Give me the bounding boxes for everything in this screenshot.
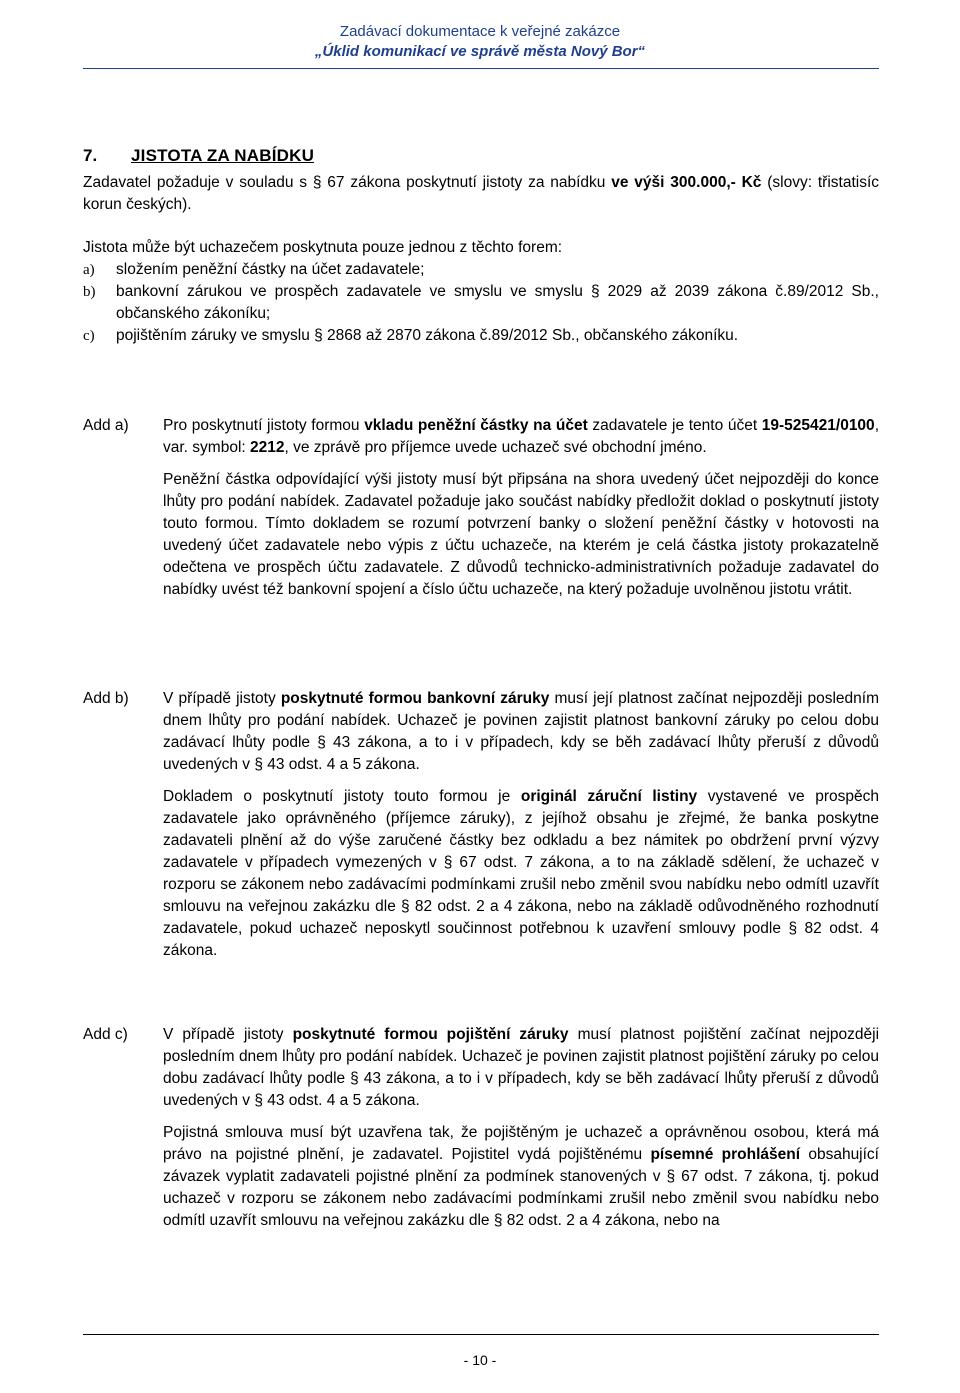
add-b-bold: originál záruční listiny bbox=[520, 788, 698, 805]
add-c-paragraph-2 bbox=[163, 1122, 879, 1232]
intro-text-1: Zadavatel požaduje v souladu s § 67 zákona poskytnutí jistoty za nabídku bbox=[83, 174, 612, 191]
add-b-text: V případě jistoty bbox=[163, 690, 281, 707]
add-b-label: Add b) bbox=[83, 690, 129, 707]
add-a-text: zadavatele je tento účet bbox=[587, 417, 762, 434]
add-c-text: musí platnost pojištění začínat nejpozději posledním dnem lhůty pro podání nabídek. Uchazeč je povinen zajistit platnost pojištění záruky po celou dobu zadávací lhůty podle § 43 zákona, a to i v případech, kdy se běh zadávací lhůty přeruší z důvodů uvedených v § 43 odst. 4 a 5 zákona. bbox=[163, 1026, 880, 1109]
section-title: JISTOTA ZA NABÍDKU bbox=[131, 146, 315, 165]
list-marker: c) bbox=[83, 328, 95, 344]
forms-list bbox=[83, 237, 879, 347]
forms-lead: Jistota může být uchazečem poskytnuta pouze jednou z těchto forem: bbox=[83, 239, 563, 256]
page-header bbox=[0, 22, 960, 62]
header-document-title: Zadávací dokumentace k veřejné zakázce bbox=[339, 23, 621, 40]
add-c-label: Add c) bbox=[83, 1026, 128, 1043]
header-contract-name: „Úklid komunikací ve správě města Nový Bor“ bbox=[314, 43, 646, 60]
add-c-text: V případě jistoty bbox=[163, 1026, 293, 1043]
list-text: bankovní zárukou ve prospěch zadavatele ve smyslu ve smyslu § 2029 až 2039 zákona č.89/2012 Sb., občanského zákoníku; bbox=[116, 283, 879, 322]
add-a-paragraph-1 bbox=[163, 415, 879, 459]
add-c-paragraph-1 bbox=[163, 1024, 879, 1112]
list-text: pojištěním záruky ve smyslu § 2868 až 2870 zákona č.89/2012 Sb., občanského zákoníku. bbox=[116, 327, 739, 344]
add-a-text: , var. symbol: bbox=[163, 417, 879, 456]
add-b-text: vystavené ve prospěch zadavatele jako oprávněného (příjemce záruky), z jejíhož obsahu je zřejmé, že banka poskytne zadavateli plnění až do výše zaručené částky bez odkladu a bez námitek po obdržení první výzvy zadavatele v případech vymezených v § 67 odst. 7 zákona, a to na základě sdělení, že uchazeč v rozporu se zákonem nebo zadávacími podmínkami zrušil nebo změnil svou nabídku nebo odmítl uzavřít smlouvu na veřejnou zakázku dle § 82 odst. 2 a 4 zákona, nebo na základě odůvodněného rozhodnutí zadavatele, pokud uchazeč neposkytl součinnost potřebnou k uzavření smlouvy podle § 82 odst. 4 zákona. bbox=[163, 788, 879, 959]
add-c-text: obsahující závazek vyplatit zadavateli pojistné plnění za podmínek stanovených v § 67 odst. 7 zákona, tj. pokud uchazeč v rozporu se zákonem nebo zadávacími podmínkami zrušil nebo změnil svou nabídku nebo odmítl uzavřít smlouvu na veřejnou zakázku dle § 82 odst. 2 a 4 zákona, nebo na bbox=[163, 1146, 879, 1229]
add-b-text: musí její platnost začínat nejpozději posledním dnem lhůty pro podání nabídek. Uchazeč je povinen zajistit platnost bankovní záruky po celou dobu zadávací lhůty podle § 43 zákona, a to i v případech, kdy se běh zadávací lhůty přeruší z důvodů uvedených v § 43 odst. 4 a 5 zákona. bbox=[163, 690, 879, 773]
add-b-paragraph-1 bbox=[163, 688, 879, 776]
intro-amount: ve výši 300.000,- Kč bbox=[611, 174, 762, 191]
add-a-label: Add a) bbox=[83, 417, 129, 434]
intro-paragraph bbox=[83, 172, 879, 216]
intro-text-2: (slovy: třistatisíc korun českých). bbox=[83, 174, 880, 213]
add-a-text: , ve zprávě pro příjemce uvede uchazeč své obchodní jméno. bbox=[284, 439, 707, 456]
account-number: 19-525421/0100 bbox=[761, 417, 875, 434]
list-marker: a) bbox=[83, 262, 95, 278]
add-c-bold: písemné prohlášení bbox=[650, 1146, 801, 1163]
list-item bbox=[83, 259, 879, 281]
list-text: složením peněžní částky na účet zadavatele; bbox=[116, 261, 425, 278]
section-number: 7. bbox=[83, 146, 98, 165]
list-marker: b) bbox=[83, 284, 96, 300]
page-number: - 10 - bbox=[463, 1352, 497, 1368]
add-a-bold: vkladu peněžní částky na účet bbox=[364, 417, 588, 434]
add-b-paragraph-2 bbox=[163, 786, 879, 962]
add-b-bold: poskytnuté formou bankovní záruky bbox=[280, 690, 550, 707]
add-c-bold: poskytnuté formou pojištění záruky bbox=[292, 1026, 569, 1043]
add-c-block bbox=[83, 1024, 879, 1232]
add-c-text: Pojistná smlouva musí být uzavřena tak, že pojištěným je uchazeč a oprávněnou osobou, která má právo na pojistné plnění, je zadavatel. Pojistitel vydá pojištěnému bbox=[163, 1124, 879, 1163]
add-a-paragraph-2: Peněžní částka odpovídající výši jistoty musí být připsána na shora uvedený účet nejpozději do konce lhůty pro podání nabídek. Zadavatel požaduje jako součást nabídky předložit doklad o poskytnutí jistoty touto formou. Tímto dokladem se rozumí potvrzení banky o složení peněžní částky v hotovosti na uvedený účet zadavatele nebo výpis z účtu uchazeče, na kterém je celá částka jistoty prokazatelně odečtena ve prospěch účtu zadavatele. Z důvodů technicko-administrativních požaduje zadavatel do nabídky uvést též bankovní spojení a číslo účtu uchazeče, na který požaduje uvolněnou jistotu vrátit. bbox=[163, 471, 879, 598]
header-divider bbox=[83, 68, 879, 69]
variable-symbol: 2212 bbox=[250, 439, 285, 456]
add-a-block bbox=[83, 415, 879, 601]
add-b-block bbox=[83, 688, 879, 962]
footer-divider bbox=[83, 1334, 879, 1335]
add-a-text: Pro poskytnutí jistoty formou bbox=[163, 417, 365, 434]
list-item bbox=[83, 325, 879, 347]
list-item bbox=[83, 281, 879, 325]
add-b-text: Dokladem o poskytnutí jistoty touto formou je bbox=[163, 788, 521, 805]
